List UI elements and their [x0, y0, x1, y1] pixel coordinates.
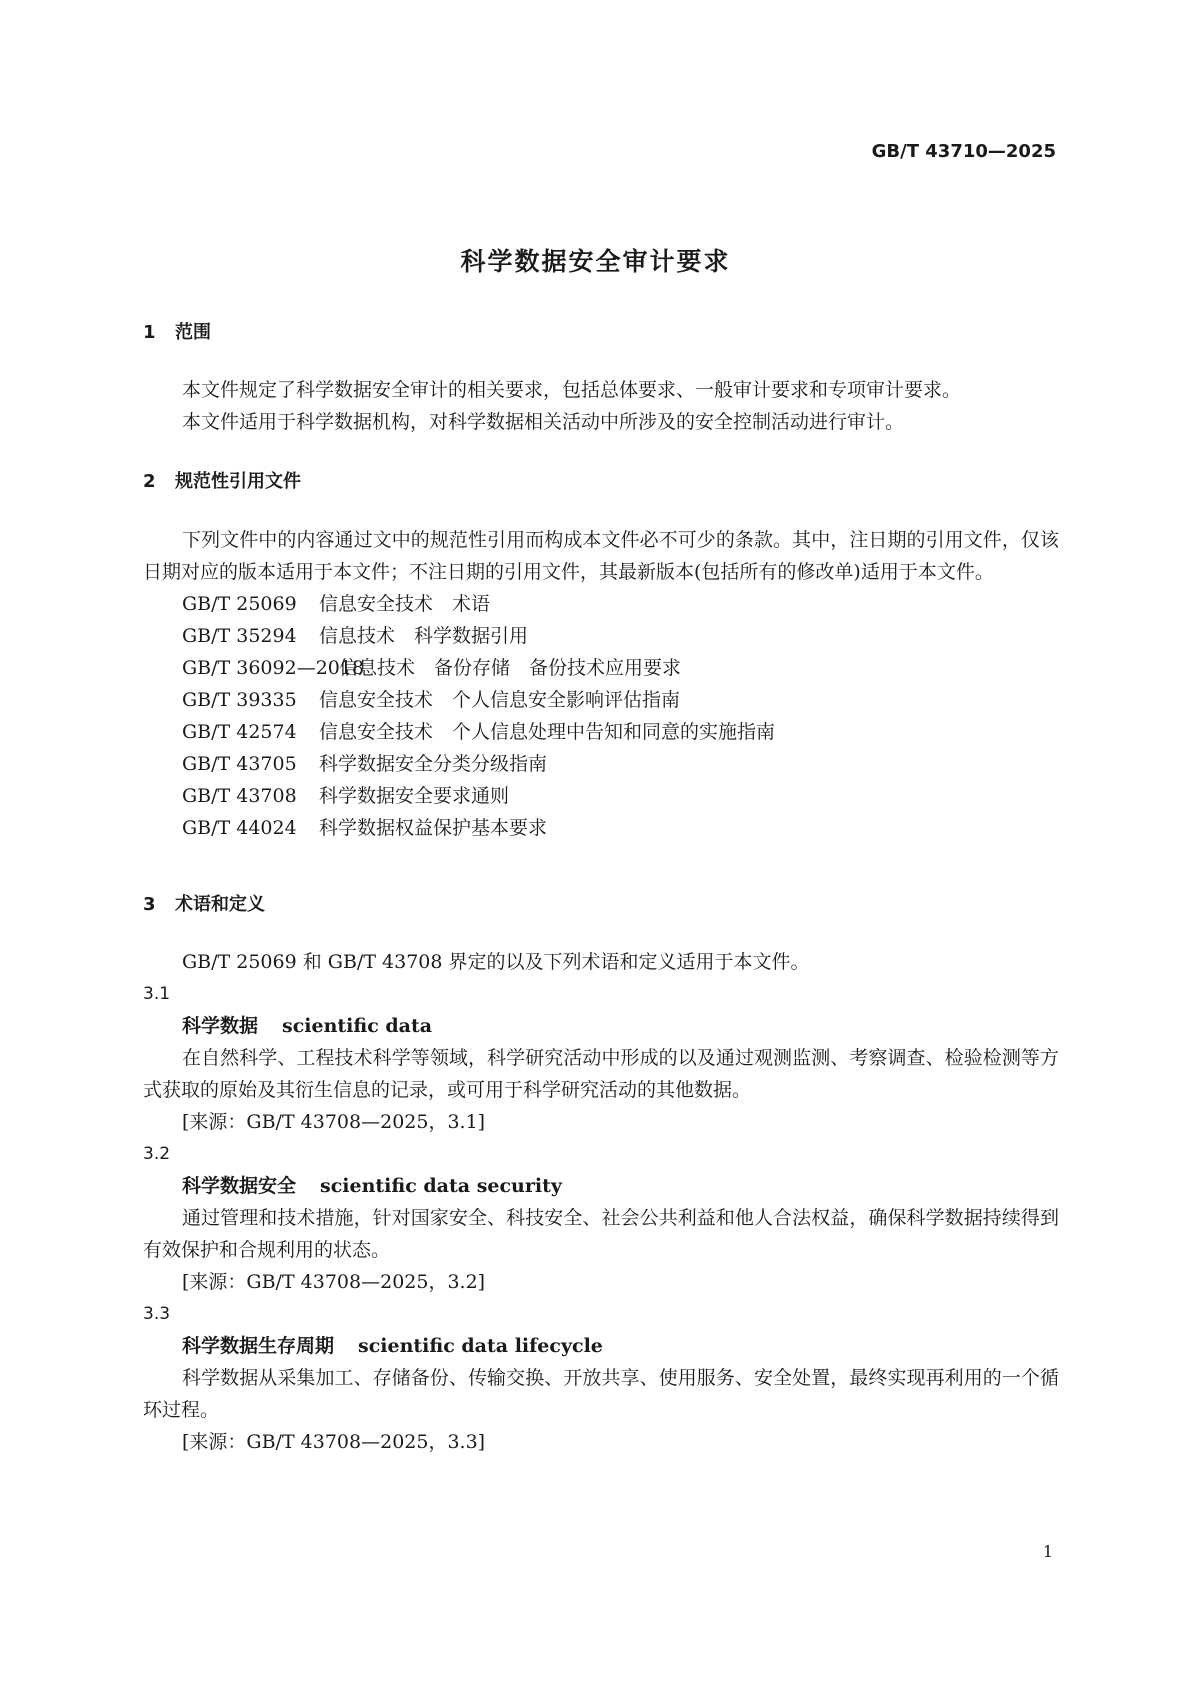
term-name-en: scientific data security [320, 1175, 562, 1197]
term-entry [143, 1138, 1059, 1298]
reference-item [143, 812, 1059, 844]
term-entry [143, 978, 1059, 1138]
section-2-heading [143, 469, 301, 495]
term-name [143, 1010, 1059, 1042]
term-definition: 通过管理和技术措施，针对国家安全、科技安全、社会公共利益和他人合法权益，确保科学数据持续得到有效保护和合规利用的状态。 [143, 1207, 1059, 1261]
term-name-en: scientific data lifecycle [358, 1335, 603, 1357]
document-title: 科学数据安全审计要求 [460, 247, 731, 276]
section-title: 术语和定义 [175, 894, 265, 915]
reference-code: GB/T 43708 [182, 785, 297, 807]
reference-item [143, 780, 1059, 812]
reference-item [143, 716, 1059, 748]
reference-title: 信息技术 备份存储 备份技术应用要求 [339, 657, 682, 679]
term-definition: 在自然科学、工程技术科学等领域，科学研究活动中形成的以及通过观测监测、考察调查、检验检测等方式获取的原始及其衍生信息的记录，或可用于科学研究活动的其他数据。 [143, 1047, 1059, 1101]
section-number: 2 [143, 471, 156, 492]
reference-title: 科学数据权益保护基本要求 [319, 817, 548, 839]
section-number: 1 [143, 322, 156, 343]
reference-code: GB/T 36092—2018 [182, 657, 365, 679]
reference-title: 科学数据安全分类分级指南 [319, 753, 548, 775]
reference-code: GB/T 39335 [182, 689, 297, 711]
reference-title: 信息安全技术 术语 [319, 593, 491, 615]
term-name-zh: 科学数据 [182, 1015, 259, 1037]
section-3-heading [143, 892, 265, 918]
paragraph: 本文件适用于科学数据机构，对科学数据相关活动中所涉及的安全控制活动进行审计。 [182, 411, 905, 433]
term-source: [来源：GB/T 43708—2025，3.2] [182, 1271, 486, 1293]
page-number: 1 [1042, 1542, 1053, 1561]
term-name [143, 1330, 1059, 1362]
section-3-body [143, 946, 1059, 1458]
reference-code: GB/T 42574 [182, 721, 297, 743]
reference-item [143, 652, 1059, 684]
term-name-zh: 科学数据安全 [182, 1175, 297, 1197]
reference-title: 信息技术 科学数据引用 [319, 625, 529, 647]
reference-title: 科学数据安全要求通则 [319, 785, 510, 807]
paragraph: GB/T 25069 和 GB/T 43708 界定的以及下列术语和定义适用于本文件。 [182, 951, 810, 973]
term-source: [来源：GB/T 43708—2025，3.3] [182, 1431, 486, 1453]
term-definition: 科学数据从采集加工、存储备份、传输交换、开放共享、使用服务、安全处置，最终实现再利用的一个循环过程。 [143, 1367, 1059, 1421]
term-entry [143, 1298, 1059, 1458]
section-1-heading [143, 320, 211, 346]
reference-item [143, 620, 1059, 652]
reference-code: GB/T 44024 [182, 817, 297, 839]
term-number: 3.3 [143, 1304, 171, 1324]
term-name-zh: 科学数据生存周期 [182, 1335, 335, 1357]
paragraph: 本文件规定了科学数据安全审计的相关要求，包括总体要求、一般审计要求和专项审计要求。 [182, 379, 962, 401]
term-number: 3.1 [143, 984, 171, 1004]
reference-item [143, 684, 1059, 716]
section-1-body [143, 374, 1059, 438]
term-source: [来源：GB/T 43708—2025，3.1] [182, 1111, 486, 1133]
reference-code: GB/T 43705 [182, 753, 297, 775]
section-title: 范围 [175, 322, 211, 343]
reference-title: 信息安全技术 个人信息处理中告知和同意的实施指南 [319, 721, 776, 743]
reference-title: 信息安全技术 个人信息安全影响评估指南 [319, 689, 681, 711]
section-number: 3 [143, 894, 156, 915]
reference-code: GB/T 35294 [182, 625, 297, 647]
term-name-en: scientific data [282, 1015, 433, 1037]
section-title: 规范性引用文件 [175, 471, 301, 492]
term-name [143, 1170, 1059, 1202]
paragraph: 下列文件中的内容通过文中的规范性引用而构成本文件必不可少的条款。其中，注日期的引用文件，仅该日期对应的版本适用于本文件；不注日期的引用文件，其最新版本(包括所有的修改单)适用于本文件。 [143, 529, 1059, 583]
reference-item [143, 588, 1059, 620]
term-number: 3.2 [143, 1144, 171, 1164]
section-2-body [143, 524, 1059, 844]
document-code: GB/T 43710—2025 [871, 141, 1056, 162]
reference-item [143, 748, 1059, 780]
reference-code: GB/T 25069 [182, 593, 297, 615]
